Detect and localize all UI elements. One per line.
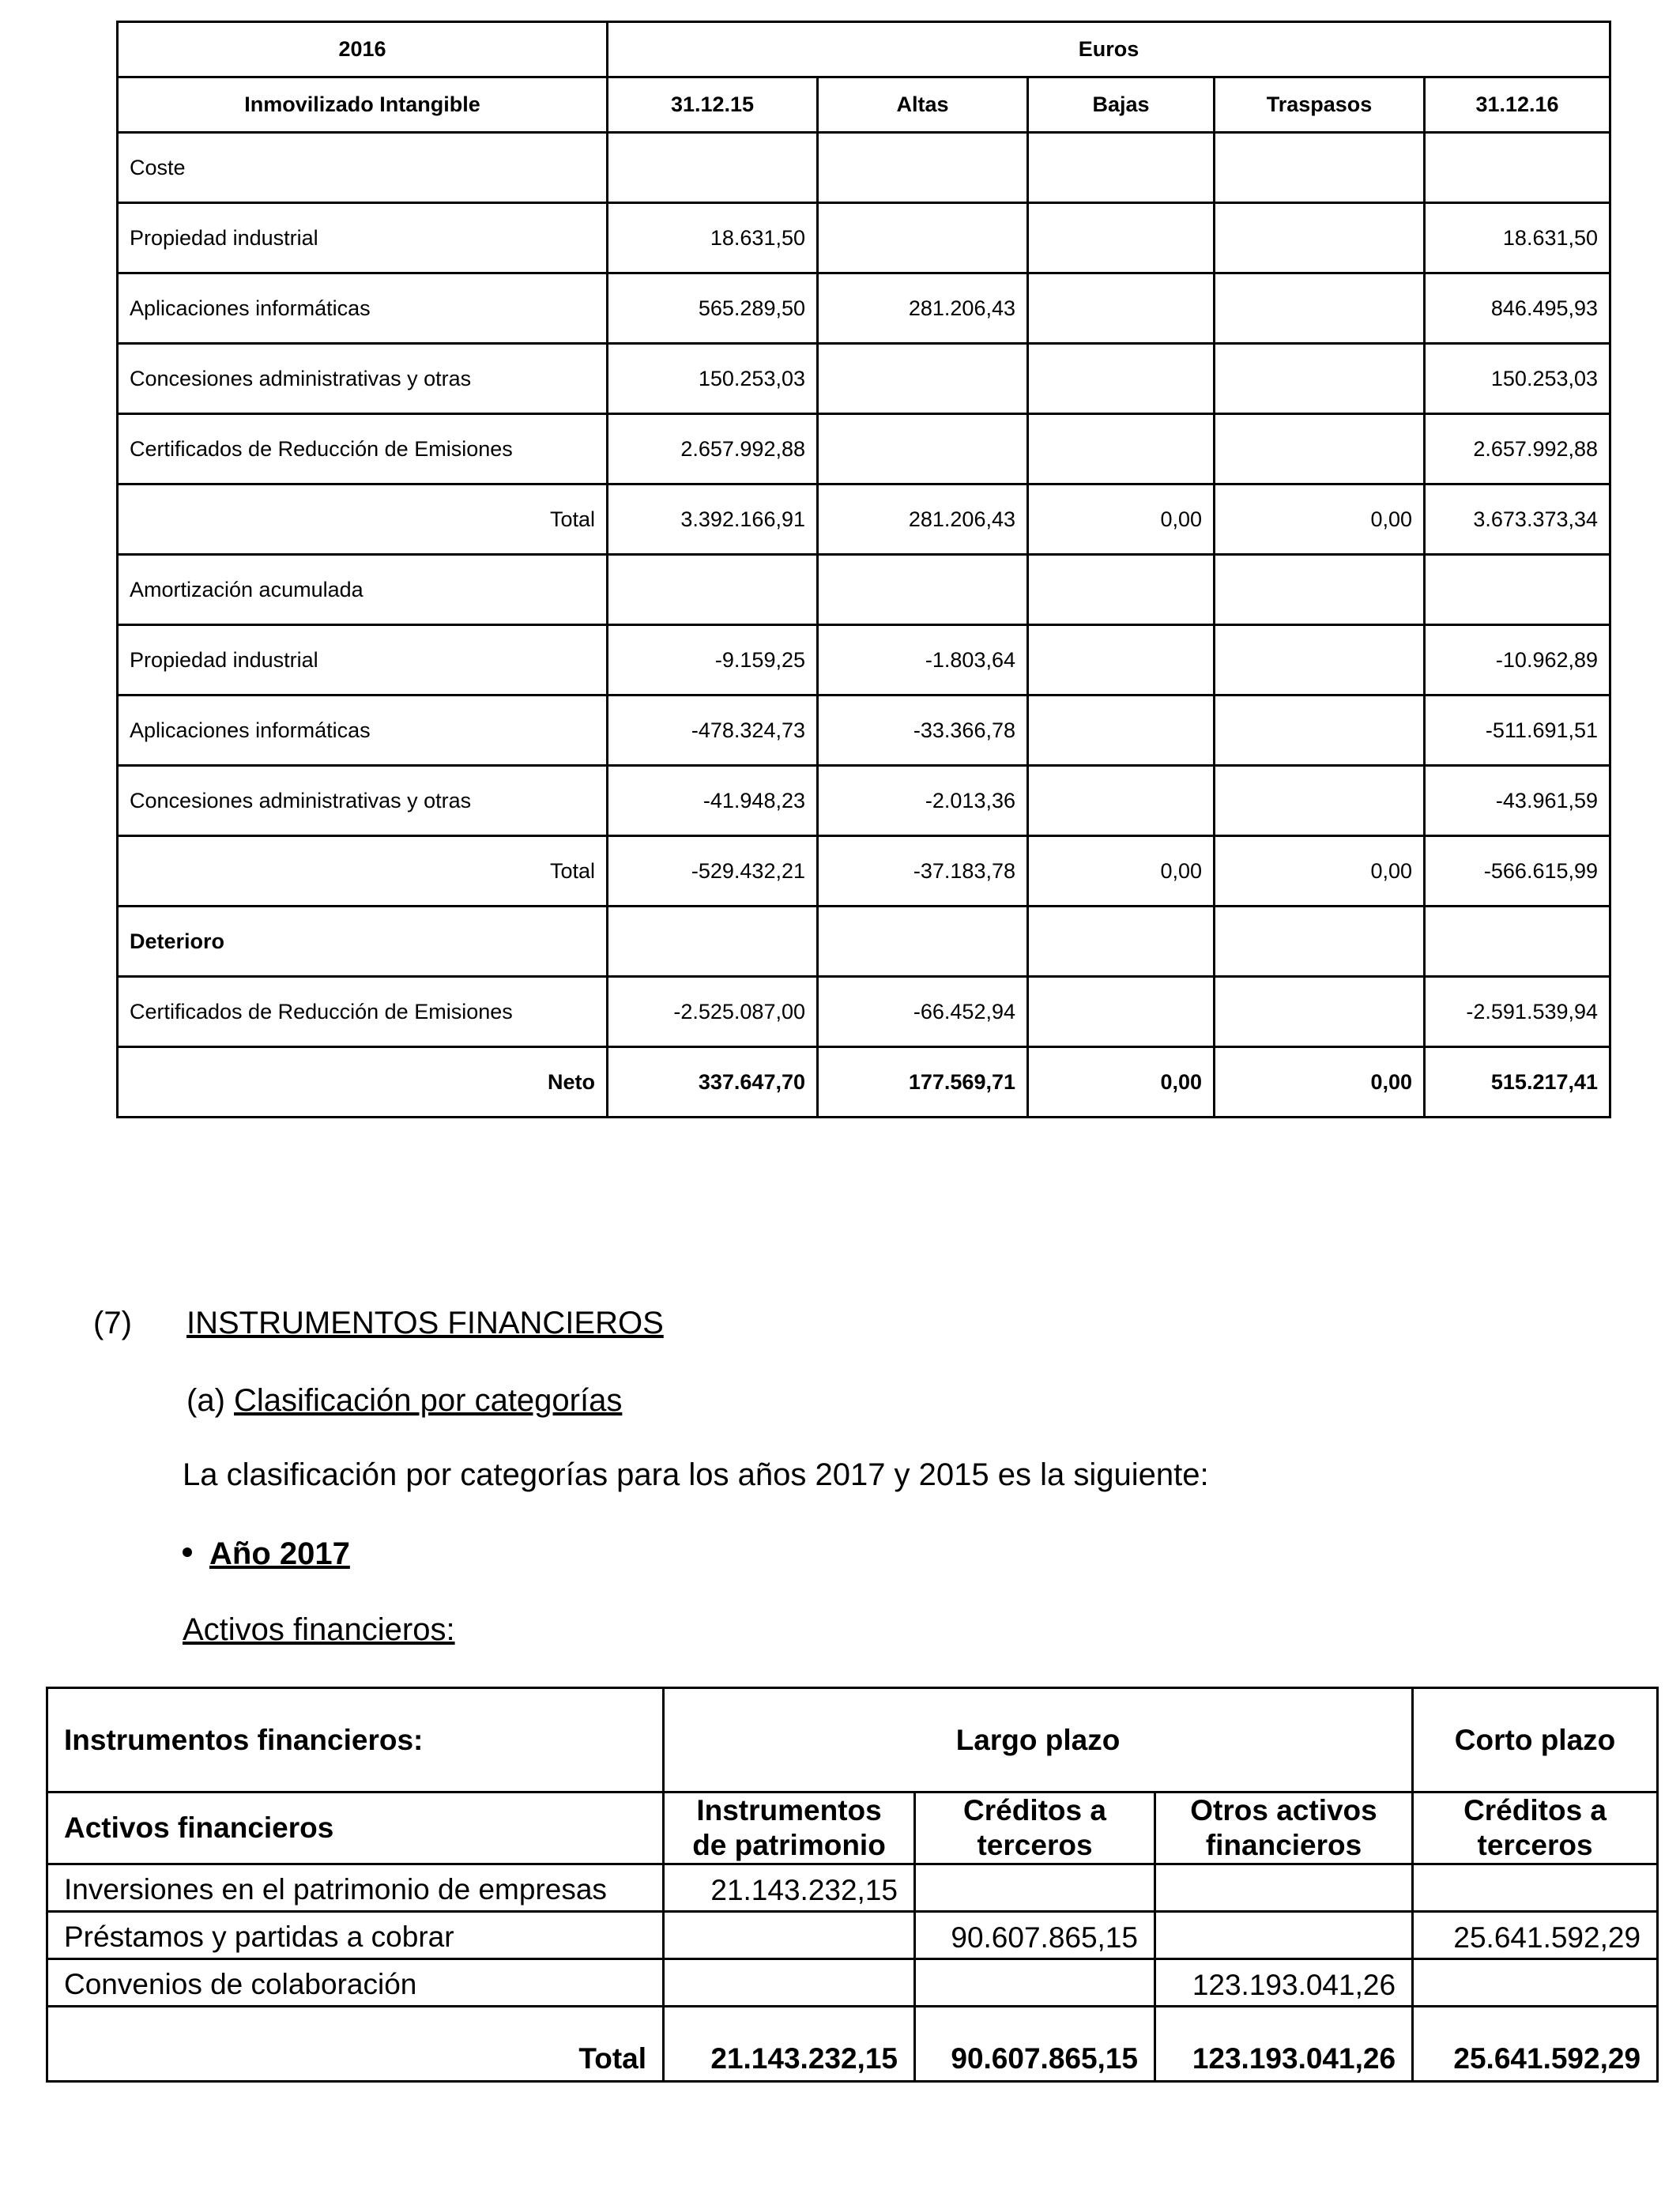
row-label: Certificados de Reducción de Emisiones [118,977,608,1047]
value-cell [1215,133,1425,203]
value-cell [1028,625,1215,696]
value-cell [1413,1959,1658,2007]
header-left: Instrumentos financieros: [47,1688,664,1793]
bullet-text: Año 2017 [209,1536,350,1571]
value-cell: -37.183,78 [818,836,1028,907]
value-cell: -2.525.087,00 [608,977,818,1047]
row-label: Amortización acumulada [118,555,608,625]
value-cell: 515.217,41 [1425,1047,1610,1118]
currency-header: Euros [608,22,1610,77]
row-header: Activos financieros [47,1793,664,1864]
value-cell: 0,00 [1215,836,1425,907]
value-cell [1425,907,1610,977]
value-cell [1215,414,1425,484]
value-cell: 150.253,03 [608,344,818,414]
total-cell: 90.607.865,15 [915,2007,1155,2082]
value-cell [1028,273,1215,344]
value-cell: 18.631,50 [1425,203,1610,273]
value-cell [1028,133,1215,203]
value-cell [1028,203,1215,273]
total-cell: 21.143.232,15 [664,2007,915,2082]
row-label: Inversiones en el patrimonio de empresas [47,1864,664,1912]
value-cell [1215,344,1425,414]
value-cell [1028,414,1215,484]
intangible-assets-table [116,21,1611,1118]
column-header: Bajas [1028,77,1215,133]
table-row [118,203,1610,273]
column-header: Otros activos financieros [1155,1793,1413,1864]
value-cell [608,555,818,625]
value-cell: 0,00 [1028,1047,1215,1118]
year-bullet [183,1536,350,1572]
total-cell: 25.641.592,29 [1413,2007,1658,2082]
value-cell [1028,344,1215,414]
row-label: Deterioro [118,907,608,977]
row-label: Total [118,484,608,555]
row-label: Concesiones administrativas y otras [118,766,608,836]
value-cell [608,133,818,203]
value-cell [1028,907,1215,977]
value-cell: 0,00 [1028,836,1215,907]
value-cell: -41.948,23 [608,766,818,836]
value-cell [818,133,1028,203]
column-header: Instrumentos de patrimonio [664,1793,915,1864]
value-cell: -566.615,99 [1425,836,1610,907]
value-cell [1425,555,1610,625]
total-label: Total [47,2007,664,2082]
value-cell [1215,696,1425,766]
table-header-row [47,1688,1658,1793]
value-cell: 2.657.992,88 [1425,414,1610,484]
row-label: Concesiones administrativas y otras [118,344,608,414]
column-header: Créditos a terceros [915,1793,1155,1864]
value-cell: -66.452,94 [818,977,1028,1047]
value-cell [1215,555,1425,625]
row-label: Total [118,836,608,907]
column-header: Créditos a terceros [1413,1793,1658,1864]
table-row [118,1047,1610,1118]
value-cell [1425,133,1610,203]
value-cell: 281.206,43 [818,273,1028,344]
table-row [118,555,1610,625]
value-cell [1215,203,1425,273]
value-cell: 0,00 [1215,1047,1425,1118]
value-cell: 21.143.232,15 [664,1864,915,1912]
table-row [47,1912,1658,1959]
value-cell: 3.392.166,91 [608,484,818,555]
row-label: Aplicaciones informáticas [118,696,608,766]
subsection-heading [186,1383,622,1419]
total-row [47,2007,1658,2082]
value-cell: 123.193.041,26 [1155,1959,1413,2007]
value-cell [1215,977,1425,1047]
section-title: INSTRUMENTOS FINANCIEROS [186,1306,664,1340]
short-term-header: Corto plazo [1413,1688,1658,1793]
value-cell: -9.159,25 [608,625,818,696]
value-cell [1155,1912,1413,1959]
table-header-row [47,1793,1658,1864]
value-cell [1215,907,1425,977]
value-cell: 25.641.592,29 [1413,1912,1658,1959]
value-cell: 565.289,50 [608,273,818,344]
column-header: 31.12.16 [1425,77,1610,133]
row-label: Propiedad industrial [118,203,608,273]
table-row [47,1959,1658,2007]
value-cell [818,555,1028,625]
row-label: Convenios de colaboración [47,1959,664,2007]
row-label: Préstamos y partidas a cobrar [47,1912,664,1959]
table-row [118,414,1610,484]
value-cell [608,907,818,977]
row-label: Aplicaciones informáticas [118,273,608,344]
table-row [47,1864,1658,1912]
table-row [118,977,1610,1047]
value-cell [1028,555,1215,625]
value-cell: -33.366,78 [818,696,1028,766]
total-cell: 123.193.041,26 [1155,2007,1413,2082]
row-label: Certificados de Reducción de Emisiones [118,414,608,484]
row-label: Neto [118,1047,608,1118]
value-cell [915,1864,1155,1912]
table-row [118,766,1610,836]
subsection-prefix: (a) [186,1383,234,1418]
value-cell [1413,1864,1658,1912]
value-cell [664,1959,915,2007]
value-cell [818,414,1028,484]
long-term-header: Largo plazo [664,1688,1413,1793]
value-cell: 3.673.373,34 [1425,484,1610,555]
value-cell [818,344,1028,414]
value-cell: -43.961,59 [1425,766,1610,836]
value-cell [1155,1864,1413,1912]
value-cell: -478.324,73 [608,696,818,766]
value-cell: 281.206,43 [818,484,1028,555]
financial-instruments-table [46,1687,1659,2083]
value-cell: 18.631,50 [608,203,818,273]
value-cell: 90.607.865,15 [915,1912,1155,1959]
bullet-icon [183,1547,192,1557]
table-row [118,625,1610,696]
value-cell: -529.432,21 [608,836,818,907]
section-number: (7) [93,1306,132,1340]
value-cell [1028,766,1215,836]
value-cell: 0,00 [1215,484,1425,555]
column-header: Altas [818,77,1028,133]
column-header: Inmovilizado Intangible [118,77,608,133]
value-cell [1028,977,1215,1047]
value-cell: -2.591.539,94 [1425,977,1610,1047]
row-label: Propiedad industrial [118,625,608,696]
subsection-title: Clasificación por categorías [234,1383,623,1418]
table-row [118,344,1610,414]
value-cell: -10.962,89 [1425,625,1610,696]
intro-paragraph: La clasificación por categorías para los años 2017 y 2015 es la siguiente: [183,1457,1209,1492]
row-label: Coste [118,133,608,203]
value-cell: -1.803,64 [818,625,1028,696]
table-row [118,484,1610,555]
value-cell [915,1959,1155,2007]
table-row [118,836,1610,907]
table-row [118,907,1610,977]
value-cell: -2.013,36 [818,766,1028,836]
value-cell [1215,625,1425,696]
table-row [118,696,1610,766]
value-cell: 150.253,03 [1425,344,1610,414]
value-cell [818,907,1028,977]
value-cell: 0,00 [1028,484,1215,555]
table-header-row [118,77,1610,133]
table-header-row [118,22,1610,77]
value-cell [1215,273,1425,344]
value-cell: 846.495,93 [1425,273,1610,344]
table-row [118,273,1610,344]
value-cell: -511.691,51 [1425,696,1610,766]
assets-label: Activos financieros: [183,1612,455,1647]
value-cell [1215,766,1425,836]
value-cell: 2.657.992,88 [608,414,818,484]
value-cell: 177.569,71 [818,1047,1028,1118]
value-cell: 337.647,70 [608,1047,818,1118]
column-header: 31.12.15 [608,77,818,133]
value-cell [1028,696,1215,766]
table-row [118,133,1610,203]
year-header: 2016 [118,22,608,77]
value-cell [818,203,1028,273]
column-header: Traspasos [1215,77,1425,133]
value-cell [664,1912,915,1959]
